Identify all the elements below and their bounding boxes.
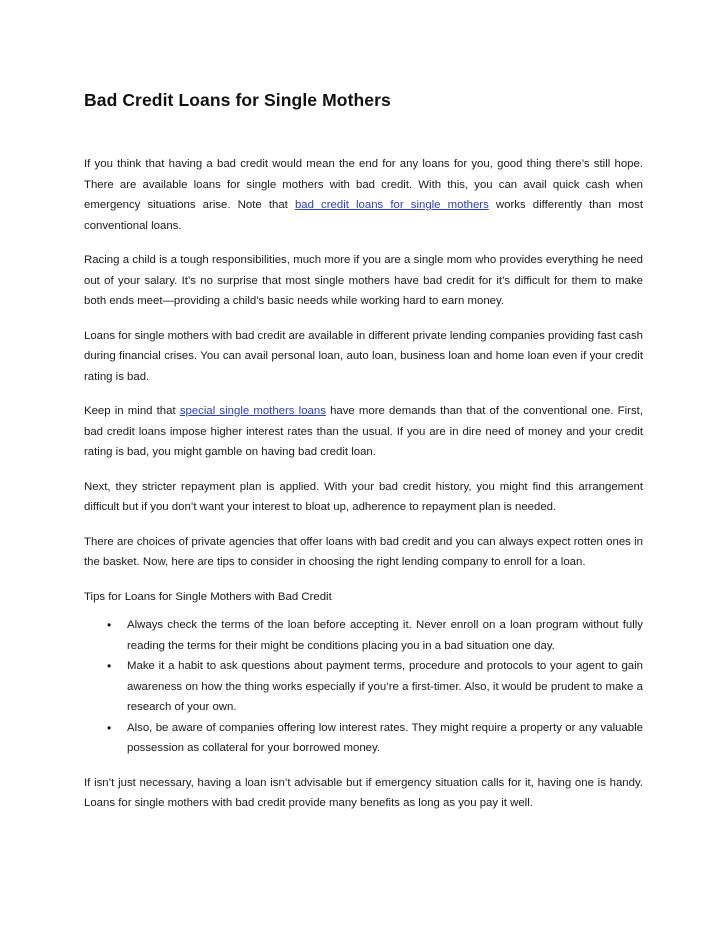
bullet-icon: • xyxy=(107,618,112,632)
paragraph-responsibilities: Racing a child is a tough responsibilities, much more if you are a single mom who provides everything he need out of your salary. It’s no surprise that most single mothers have bad credit for it’s difficult for them to make both ends meet—providing a child’s basic needs while working hard to earn money. xyxy=(84,254,643,307)
paragraph-intro-text-after: works differently than most conventional loans. xyxy=(84,199,643,232)
tip-text: Make it a habit to ask questions about payment terms, procedure and protocols to your agent to gain awareness on how the thing works especially if you’re a first-timer. Also, it would be prudent to make a research of your own. xyxy=(127,660,643,713)
paragraph-demands xyxy=(84,401,643,463)
tip-text: Always check the terms of the loan before accepting it. Never enroll on a loan program without fully reading the terms for their might be conditions placing you in a bad situation one day. xyxy=(127,619,643,652)
list-item xyxy=(84,656,643,718)
tips-heading: Tips for Loans for Single Mothers with Bad Credit xyxy=(84,590,332,603)
paragraph-availability: Loans for single mothers with bad credit are available in different private lending companies providing fast cash during financial crises. You can avail personal loan, auto loan, business loan and home loan even if your credit rating is bad. xyxy=(84,329,643,383)
link-bad-credit-loans[interactable]: bad credit loans for single mothers xyxy=(294,199,489,211)
link-special-loans[interactable]: special single mothers loans xyxy=(179,405,326,417)
bullet-icon: • xyxy=(107,659,112,673)
tips-list xyxy=(84,615,643,759)
list-item xyxy=(84,615,643,656)
document-title: Bad Credit Loans for Single Mothers xyxy=(84,90,391,110)
bullet-icon: • xyxy=(107,720,112,735)
tip-text: Also, be aware of companies offering low interest rates. They might require a property or any valuable possession as collateral for your borrowed money. xyxy=(127,721,643,754)
paragraph-closing: If isn’t just necessary, having a loan isn’t advisable but if emergency situation calls for it, having one is handy. Loans for single mothers with bad credit provide many benefits as long as you pay it well. xyxy=(84,776,643,809)
paragraph-demands-text-after: have more demands than that of the conventional one. First, bad credit loans impose higher interest rates than the usual. If you are in dire need of money and your credit rating is bad, you might gamble on having bad credit loan. xyxy=(84,405,643,458)
document-body xyxy=(84,154,643,828)
paragraph-repayment: Next, they stricter repayment plan is applied. With your bad credit history, you might find this arrangement difficult but if you don’t want your interest to bloat up, adherence to repayment plan is needed. xyxy=(84,480,643,513)
paragraph-intro-text-before: If you think that having a bad credit would mean the end for any loans for you, good thing there’s still hope. There are available loans for single mothers with bad credit. With this, you can avail quick cash when emergency situations arise. Note that xyxy=(84,158,643,211)
paragraph-agencies: There are choices of private agencies that offer loans with bad credit and you can always expect rotten ones in the basket. Now, here are tips to consider in choosing the right lending company to enroll for a loan. xyxy=(84,535,643,568)
paragraph-intro xyxy=(84,154,643,236)
list-item xyxy=(84,718,643,759)
paragraph-demands-text-before: Keep in mind that xyxy=(84,405,180,417)
